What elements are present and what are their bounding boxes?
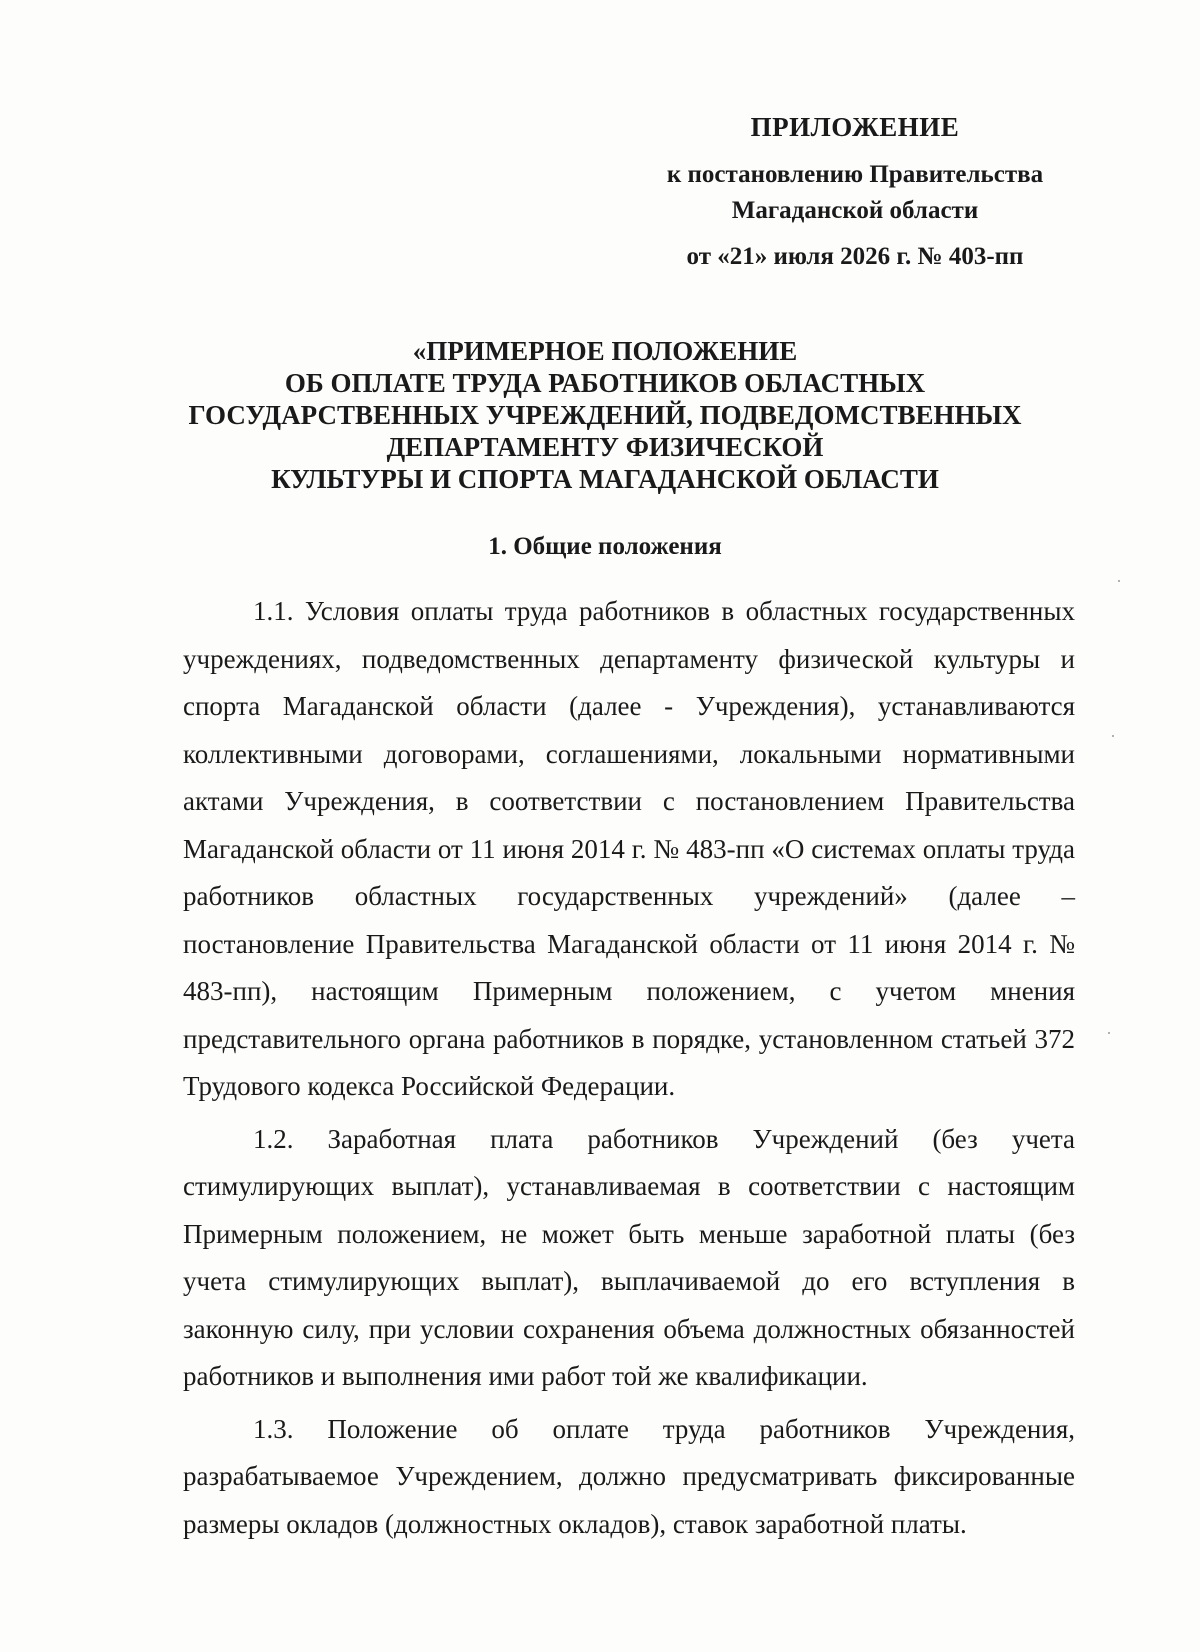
appendix-title: ПРИЛОЖЕНИЕ bbox=[750, 112, 960, 142]
appendix-header bbox=[620, 112, 1090, 271]
document-title-line: «ПРИМЕРНОЕ ПОЛОЖЕНИЕ bbox=[412, 336, 798, 366]
paragraph-1-1: 1.1. Условия оплаты труда работников в областных государственных учреждениях, подведомственных департаменту физической культуры и спорта Магаданской области (далее - Учреждения), устанавливаются коллективными договорами, соглашениями, локальными нормативными актами Учреждения, в соответствии с постановлением Правительства Магаданской области от 11 июня 2014 г. № 483-пп «О системах оплаты труда работников областных государственных учреждений» (далее – постановление Правительства Магаданской области от 11 июня 2014 г. № 483-пп), настоящим Примерным положением, с учетом мнения представительного органа работников в порядке, установленном статьей 372 Трудового кодекса Российской Федерации. bbox=[183, 596, 1075, 1101]
document-title-line: КУЛЬТУРЫ И СПОРТА МАГАДАНСКОЙ ОБЛАСТИ bbox=[271, 464, 939, 494]
scan-speck bbox=[1112, 735, 1114, 737]
scan-speck bbox=[1108, 1032, 1110, 1034]
document-title-line: ГОСУДАРСТВЕННЫХ УЧРЕЖДЕНИЙ, ПОДВЕДОМСТВЕННЫХ bbox=[188, 400, 1022, 430]
appendix-region-line: Магаданской области bbox=[731, 197, 979, 224]
section-heading: 1. Общие положения bbox=[488, 533, 722, 560]
appendix-resolution-line: к постановлению Правительства bbox=[666, 161, 1044, 188]
paragraph-1-3: 1.3. Положение об оплате труда работников Учреждения, разрабатываемое Учреждением, должно предусматривать фиксированные размеры окладов (должностных окладов), ставок заработной платы. bbox=[183, 1413, 1075, 1539]
paragraph-1-2: 1.2. Заработная плата работников Учреждений (без учета стимулирующих выплат), устанавливаемая в соответствии с настоящим Примерным положением, не может быть меньше заработной платы (без учета стимулирующих выплат), выплачиваемой до его вступления в законную силу, при условии сохранения объема должностных обязанностей работников и выполнения ими работ той же квалификации. bbox=[183, 1123, 1075, 1391]
scan-speck bbox=[1118, 580, 1120, 582]
document-body bbox=[183, 588, 1075, 1553]
document-title-line: ДЕПАРТАМЕНТУ ФИЗИЧЕСКОЙ bbox=[386, 432, 824, 462]
appendix-date-line: от «21» июля 2026 г. № 403-пп bbox=[686, 243, 1024, 270]
document-title-line: ОБ ОПЛАТЕ ТРУДА РАБОТНИКОВ ОБЛАСТНЫХ bbox=[284, 368, 926, 398]
document-title bbox=[150, 335, 1060, 495]
